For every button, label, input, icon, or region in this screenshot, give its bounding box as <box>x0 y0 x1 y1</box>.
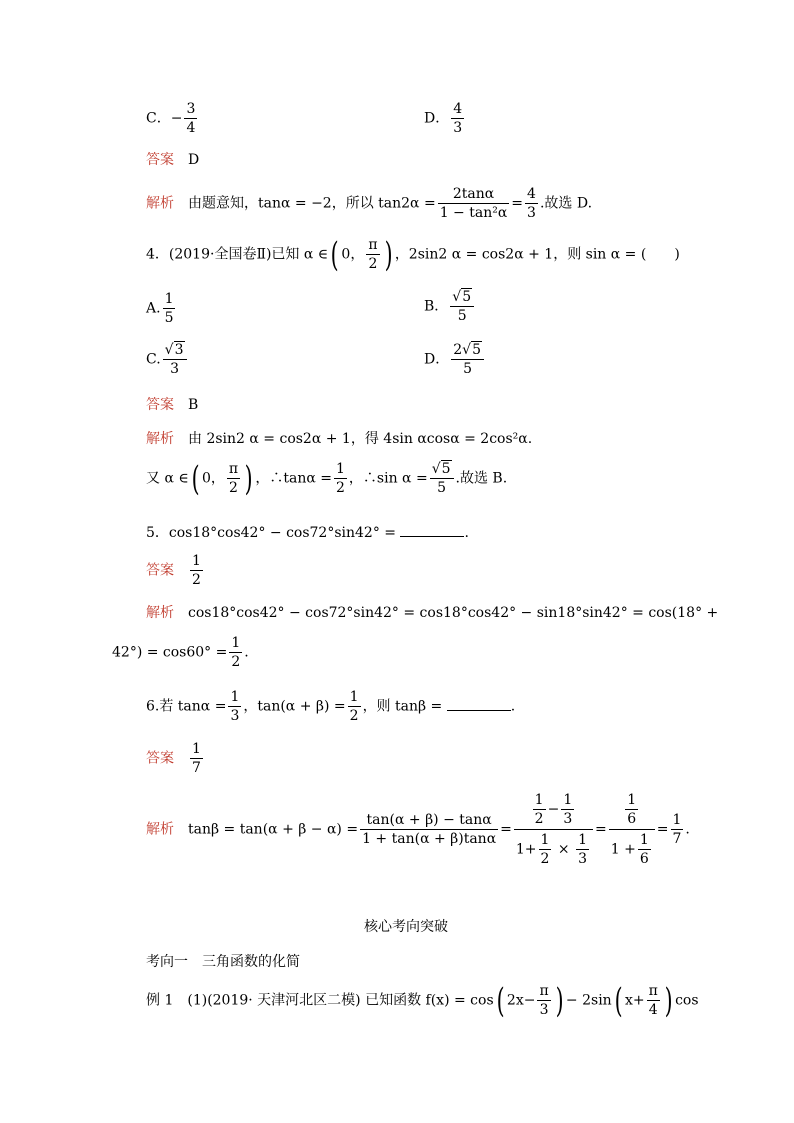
q4-explanation-2: 又 α ∈( 0， $\frac{\pi}{2}$ ) ，∴tanα = $\frac{1}{2}$ ，∴sin α = $\frac{√5}{5}$ .故选 B. <box>146 458 508 499</box>
option-d <box>424 100 466 137</box>
fraction: $\frac{\pi}{3}$ <box>539 983 549 1019</box>
fraction: $\frac{1}{3}$ <box>230 689 240 725</box>
fraction: $\frac{4}{3}$ <box>453 101 463 137</box>
answer-value: D <box>188 152 200 168</box>
q5-explanation-2: 42°) = cos60° = $\frac{1}{2}$ . <box>112 635 249 671</box>
q6-answer: 答案 $\frac{1}{7}$ <box>146 741 201 777</box>
complex-fraction: $\frac{1}{6}$ 1 + $\frac{1}{6}$ <box>609 790 655 869</box>
option-c: C. $\frac{√3}{3}$ <box>146 341 189 378</box>
fill-blank <box>447 697 511 711</box>
fraction: $\frac{2√5}{5}$ <box>451 341 484 378</box>
explanation-label: 解析 <box>146 195 174 212</box>
fraction: $\frac{√5}{5}$ <box>450 288 474 325</box>
option-c <box>146 100 199 137</box>
fraction: $\frac{4}{3}$ <box>527 186 536 222</box>
fraction: $\frac{1}{7}$ <box>192 741 201 777</box>
option-c-label: C．− <box>146 110 183 127</box>
option-b: B． $\frac{√5}{5}$ <box>424 288 476 325</box>
q4-explanation-1: 解析 由 2sin2 α = cos2α + 1，得 4sin αcosα = 2cos²α. <box>146 431 533 447</box>
q4-stem: 4．(2019·全国卷Ⅱ)已知 α ∈( 0， $\frac{\pi}{2}$ ) ，2sin2 α = cos2α + 1，则 sin α = ( ) <box>146 234 680 275</box>
fraction: $\frac{1}{2}$ <box>192 553 201 589</box>
fraction: $\frac{\pi}{4}$ <box>648 983 658 1019</box>
section-title: 核心考向突破 <box>364 919 448 935</box>
q4-answer: 答案 B <box>146 397 199 413</box>
option-d: D． $\frac{2√5}{5}$ <box>424 341 486 378</box>
answer-label: 答案 <box>146 152 174 168</box>
q6-stem: 6.若 tanα = $\frac{1}{3}$ ，tan(α + β) = $\frac{1}{2}$ ，则 tanβ = . <box>146 689 516 725</box>
fraction: $\frac{1}{5}$ <box>164 291 174 327</box>
fraction: $\frac{1}{7}$ <box>672 812 682 848</box>
option-d-label: D． <box>424 110 450 127</box>
fraction: $\frac{√3}{3}$ <box>163 341 187 378</box>
fraction: $\frac{\pi}{2}$ <box>228 461 239 497</box>
q5-stem: 5．cos18°cos42° − cos72°sin42° = . <box>146 525 469 541</box>
fraction: $\frac{1}{2}$ <box>349 689 359 725</box>
fraction: $\frac{\tan(\alpha + \beta) - \tan\alpha}{1 + \tan(\alpha + \beta)\tan\alpha}$ <box>362 812 497 848</box>
fraction: $\frac{2\tan\alpha}{\text{1 − tan²α}}$ <box>439 186 508 222</box>
q3-explanation: 解析 由题意知，tanα = −2，所以 tan2α = $\frac{2\tan\alpha}{\text{1 − tan²α}}$ = $\frac{4}{3}$ .故选 D. <box>146 186 593 222</box>
complex-fraction: $\frac{1}{2}$ − $\frac{1}{3}$ 1+ $\frac{1}{2}$ × $\frac{1}{3}$ <box>514 790 593 869</box>
q5-explanation-1: 解析 cos18°cos42° − cos72°sin42° = cos18°cos42° − sin18°sin42° = cos(18° + <box>146 605 719 621</box>
option-a: A. $\frac{1}{5}$ <box>146 291 174 327</box>
fraction: $\frac{√5}{5}$ <box>430 460 454 497</box>
example-stem: 例 1 (1)(2019· 天津河北区二模) 已知函数 f(x) = cos( 2x− $\frac{\pi}{3}$ ) − 2sin( x+ $\frac{\pi}{4}$ ) cos <box>146 980 699 1021</box>
fraction: $\frac{3}{4}$ <box>186 101 196 137</box>
fraction: $\frac{\pi}{2}$ <box>368 237 378 273</box>
direction-heading: 考向一 三角函数的化简 <box>146 954 300 970</box>
q3-answer <box>146 153 199 167</box>
q5-answer: 答案 $\frac{1}{2}$ <box>146 553 201 589</box>
fill-blank <box>400 523 464 537</box>
fraction: $\frac{1}{2}$ <box>336 461 345 497</box>
fraction: $\frac{1}{2}$ <box>231 635 241 671</box>
q6-explanation: 解析 tanβ = tan(α + β − α) = $\frac{\tan(\alpha + \beta) - \tan\alpha}{1 + \tan(\alpha + \beta)\tan\alpha}$ = $\frac{1}{2}$ − $\frac{1}{3}$ 1+ $\frac{1}{2}$ × $\frac{1}{3}$ = $\frac{1}{6}$ 1 + $\frac{1}{6}$ = $\frac{1}{7}$ . <box>146 790 690 869</box>
